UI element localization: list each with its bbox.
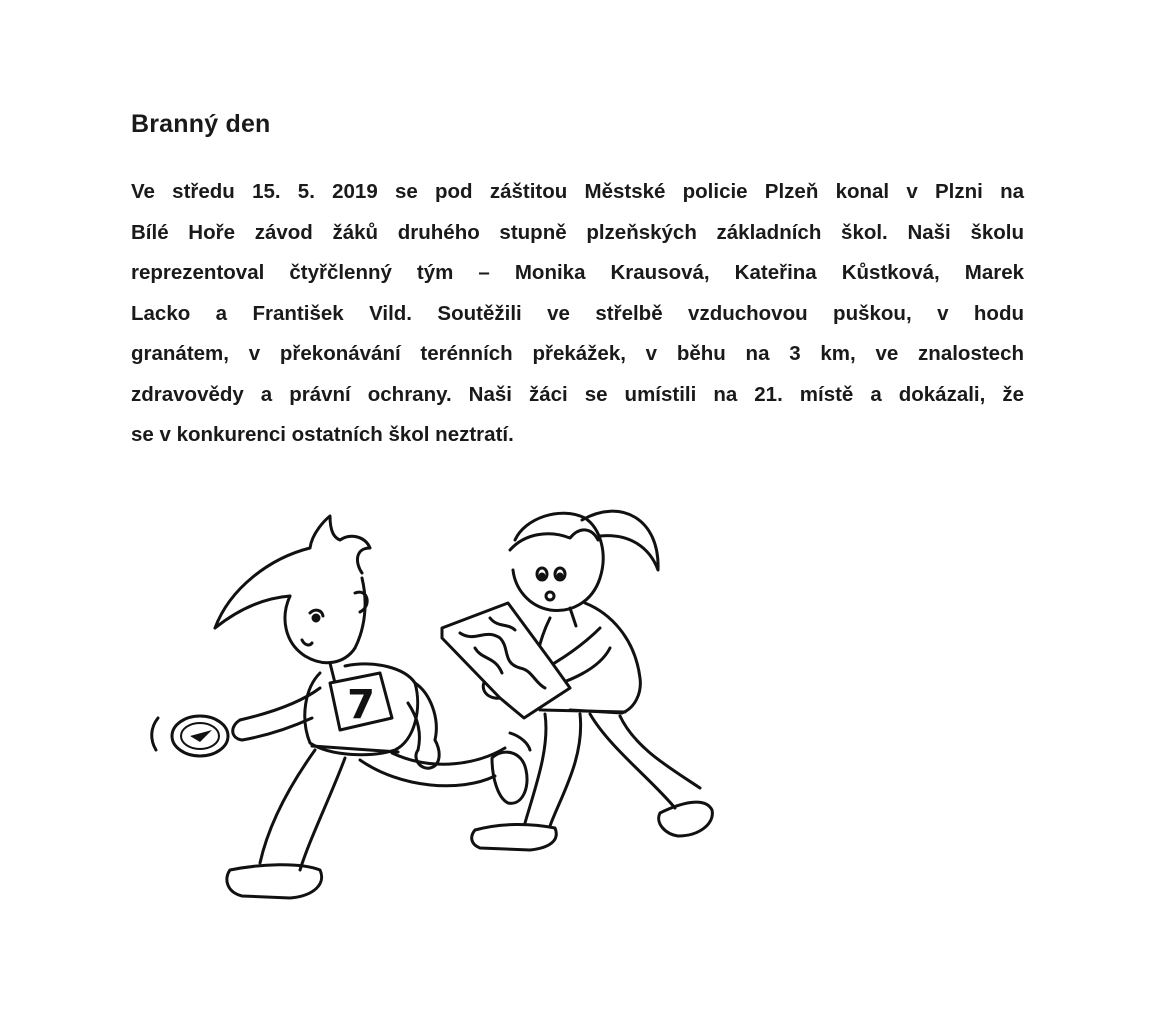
article-line: Bílé Hoře závod žáků druhého stupně plzeňských základních škol. Naši školu [131, 220, 1024, 244]
article-body [131, 172, 1031, 456]
map-icon [442, 603, 570, 718]
article-line: reprezentoval čtyřčlenný tým – Monika Krausová, Kateřina Kůstková, Marek [131, 261, 1024, 284]
article-line: se v konkurenci ostatních škol neztratí. [131, 423, 514, 446]
article-line: granátem, v překonávání terénních překážek, v běhu na 3 km, ve znalostech [131, 342, 1024, 365]
bib-number: 7 [347, 682, 375, 728]
article-line: Ve středu 15. 5. 2019 se pod záštitou Městské policie Plzeň konal v Plzni na [131, 180, 1024, 203]
compass-icon [172, 716, 228, 756]
article-title: Branný den [131, 110, 271, 138]
orienteering-illustration [130, 478, 740, 928]
illustration-drawing [130, 478, 740, 928]
article-line: zdravovědy a právní ochrany. Naši žáci se umístili na 21. místě a dokázali, že [131, 382, 1024, 406]
article-line: Lacko a František Vild. Soutěžili ve střelbě vzduchovou puškou, v hodu [131, 301, 1024, 325]
